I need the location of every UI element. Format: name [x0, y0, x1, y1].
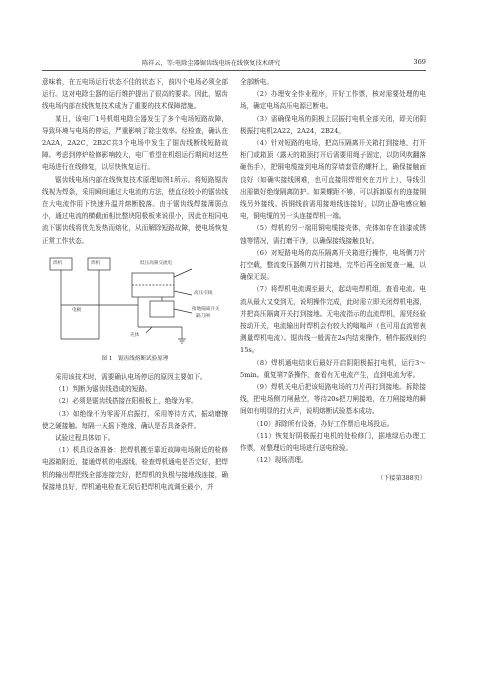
list-item: （10）拆除所有设备，办好工作票后电场投运。 — [253, 419, 394, 428]
list-item: （9）焊机关电后把该短路电场的刀片再打到接地。拆除接线，把电场侧刀闸悬空，等待20s把刀闸接地，在刀闸接地的瞬间如有明显的打火声，说明熔断试验基本成功。 — [240, 383, 426, 416]
header-rule — [42, 70, 426, 71]
housing-label: 壳体 — [130, 332, 140, 338]
continued-note: （下接第388页） — [377, 474, 426, 482]
list-item: （12）现场清理。 — [253, 456, 308, 465]
list-item: （2）办理安全作业程序，开好工作票，核对需要处理的电场，确定电场高压电源已断电。 — [240, 90, 426, 111]
electrode-label: 电极 — [72, 307, 82, 313]
page-number: 369 — [413, 58, 426, 66]
running-title: 陈祥云，等:电除尘器锯齿线电场在线恢复技术研究 — [142, 60, 281, 67]
list-item: （8）焊机通电结束后最好开启阴阳极振打电机，运行3～5min。重复第7条操作，查看有无电流产生，直到电流为零。 — [240, 358, 426, 379]
isolation-switch-label: 隔刀闸 — [196, 313, 210, 319]
welder-label: 焊机 — [91, 260, 101, 266]
figure-1 — [42, 255, 228, 351]
hv-source-label: 低压高频交流电 — [140, 260, 173, 266]
list-item: （7）将焊机电流调至最大，起动电焊机组，查看电流。电流从最大又变到无，说明操作完成，此时需立即关闭焊机电源，并把高压隔离开关打到接地。无电流指示的直流焊机，需凭经验按动开关，电流输出时焊机会有较大的嗡嗡声（也可用直流钳表测量焊机电流）。锯齿线一般需在2s内结束操作，稍作振线则约15s。 — [240, 285, 426, 355]
paragraph: （1）机具设备准备：把焊机搬至靠近故障电场附近的检修电源箱附近，接通焊机的电源线，检查焊机通电是否完好，把焊机的输出焊把线全部连接完好，把焊机的负极与接地线连接，确保接地良好，焊机通电检查无误后把焊机电流调至最小，并 — [42, 446, 228, 491]
right-column — [240, 76, 426, 485]
left-column — [42, 76, 228, 493]
running-header — [42, 58, 426, 68]
paragraph: 采用该技术时，需要确认电场停运的原因主要如下。 — [55, 373, 207, 382]
list-item: （5）焊机的另一端用铜电缆接壳体，壳体如存在油漆或锈蚀等情况，需打磨干净，以确保接线接触良好。 — [240, 224, 426, 245]
list-item: （1）判断为锯齿线造成的短路。 — [55, 385, 152, 394]
paragraph: 某日，该电厂1号机组电除尘器发生了多个电场短路故障，导致环境与电场的停运，严重影响了除尘效率。经检查，确认在2A2A，2A2C，2B2C共3个电场中发生了锯齿线断线短路故障。考虑到停炉检修影响较大，电厂希望在机组运行期间对这些电场进行在线修复，以尽快恢复运行。 — [42, 114, 228, 172]
list-item: （11）恢复好阴极振打电机的处检修门，据地绿后办理工作票，对整理后的电场进行送电检验。 — [240, 431, 426, 453]
list-item: （6）对短路电场的高压隔离开关箱进行操作，电场侧刀片打空载，整流变压器侧刀片打接地，完毕后再全面复查一遍，以确保无误。 — [240, 248, 426, 282]
list-item: （4）针对短路的电场，把高压隔离开关箱打到接地，打开柜门或箱顶（露天的箱顶打开后需要用绳子固定，以防风吹翻落砸伤手），把铜电缆接到电场的穿墙套管的螺杆上，确保接触面良好（如确实接线困难，也可直接用焊钳夹在刀片上），导线引出需做好绝缘隔离防护。如果螺距不够，可以拆卸原有的连接铜线另外接线。拆铜线前需用接地线连接好，以防止静电感应触电，铜电缆的另一头连接焊机一端。 — [240, 139, 426, 221]
paragraph: 全部断电。 — [240, 78, 273, 86]
welder-label: 焊机 — [53, 260, 63, 266]
paragraph: 意味着，在五电场运行状态不佳的状态下，前四个电场必须全部运行。这对电除尘器的运行维护提出了很高的要求。因此，锯齿线电场内部在线恢复技术成为了重要的技术保障措施。 — [42, 78, 228, 111]
list-item: （3）需确保电场的阴极上层振打电机全部关闭，即关闭阴极振打电机2A22，2A24，2B24。 — [240, 114, 426, 135]
list-item: （3）如绝缘不为零需开启振打，采用等待方式，振动磨擦使之硬接触。每隔一天摇下绝缘，确认是否具备条件。 — [42, 409, 228, 430]
list-item: （2）必须是锯齿线搭接在阳极板上，绝缘为零。 — [55, 397, 198, 406]
hv-lead-label: 高压引线 — [194, 290, 213, 296]
paragraph: 试验过程具体如下。 — [55, 434, 115, 443]
figure-caption: 图 1 锯齿线熔断试验原理 — [101, 355, 169, 362]
paragraph: 锯齿线电场内部在线恢复技术原理如图1所示。将短路锯齿线视为焊条，采用瞬间通过大电流的方法，使直径较小的锯齿线在大电流作用下快速升温并熔断脱落。由于锯齿线焊接薄弱点小，通过电流的横截面相比整块阳极板来说很小，因此在相同电流下锯齿线将优先发热而熔化，从而解除短路故障，使电场恢复正常工作状态。 — [42, 175, 228, 245]
grounding-switch-label: 接地隔离开关 — [192, 306, 220, 312]
